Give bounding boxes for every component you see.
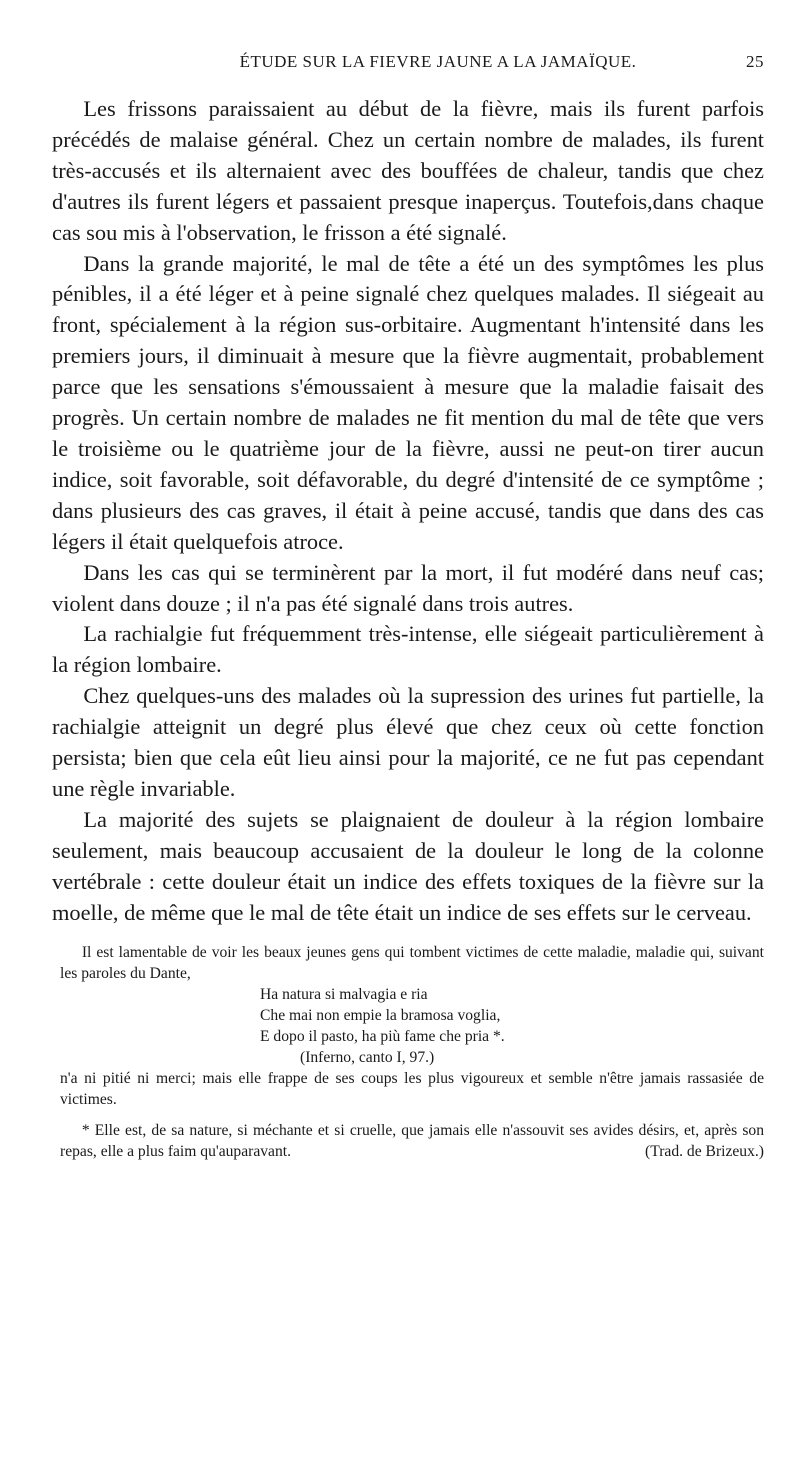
footnote-text: * Elle est, de sa nature, si méchante et si cruelle, que jamais elle n'assouvit ses avides désirs, et, après son repas, elle a plus faim qu'auparavant. (60, 1122, 764, 1161)
poem-line: Che mai non empie la bramosa voglia, (260, 1007, 501, 1025)
poem-citation: (Inferno, canto I, 97.) (300, 1049, 435, 1067)
paragraph-rachialgie: La rachialgie fut fréquemment très-intense, elle siégeait particulièrement à la région lombaire. (52, 621, 764, 678)
poem-line: E dopo il pasto, ha più fame che pria *. (260, 1028, 505, 1046)
paragraph-mal-de-tete: Dans la grande majorité, le mal de tête a été un des symptômes les plus pénibles, il a été léger et à peine signalé chez quelques malades. Il siégeait au front, spécialement à la région sus-orbitaire. Augmentant h'intensité dans les premiers jours, il diminuait à mesure que la fièvre augmentait, probablement parce que les sensations s'émoussaient à mesure que la maladie faisait des progrès. Un certain nombre de malades ne fit mention du mal de tête que vers le troisième ou le quatrième jour de la fièvre, aussi ne peut-on tirer aucun indice, soit favorable, soit défavorable, du degré d'intensité de ce symptôme ; dans plusieurs des cas graves, il était à peine accusé, tandis que dans des cas légers il était quelquefois atroce. (52, 250, 764, 554)
footnote (52, 1120, 764, 1162)
note-intro: Il est lamentable de voir les beaux jeunes gens qui tombent victimes de cette maladie, maladie qui, suivant les paroles du Dante, (60, 944, 764, 983)
paragraph-douleur-lombaire: La majorité des sujets se plaignaient de douleur à la région lombaire seulement, mais beaucoup accusaient de la douleur le long de la colonne vertébrale : cette douleur était un indice des effets toxiques de la fièvre sur la moelle, de même que le mal de tête était un indice de ses effets sur le cerveau. (52, 806, 764, 925)
footnote-translator: (Trad. de Brizeux.) (645, 1143, 764, 1161)
page-number: 25 (746, 52, 764, 71)
dante-quotation (260, 984, 764, 1068)
note-block (52, 942, 764, 1110)
running-header (112, 52, 764, 80)
note-outro: n'a ni pitié ni merci; mais elle frappe de ses coups les plus vigoureux et semble n'être jamais rassasiée de victimes. (60, 1070, 764, 1109)
poem-line: Ha natura si malvagia e ria (260, 986, 428, 1004)
page (52, 52, 764, 1162)
paragraph-urines: Chez quelques-uns des malades où la supression des urines fut partielle, la rachialgie atteignit un degré plus élevé que chez ceux où cette fonction persista; bien que cela eût lieu ainsi pour la majorité, ce ne fut pas cependant une règle invariable. (52, 683, 764, 801)
paragraph-frissons: Les frissons paraissaient au début de la fièvre, mais ils furent parfois précédés de malaise général. Chez un certain nombre de malades, ils furent très-accusés et ils alternaient avec des bouffées de chaleur, tandis que chez d'autres ils furent légers et passaient presque inaperçus. Toutefois,dans chaque cas sou mis à l'observation, le frisson a été signalé. (52, 96, 764, 245)
paragraph-cas-mortels: Dans les cas qui se terminèrent par la mort, il fut modéré dans neuf cas; violent dans douze ; il n'a pas été signalé dans trois autres. (52, 559, 764, 616)
main-text (52, 94, 764, 928)
header-title: ÉTUDE SUR LA FIEVRE JAUNE A LA JAMAÏQUE. (239, 52, 637, 71)
